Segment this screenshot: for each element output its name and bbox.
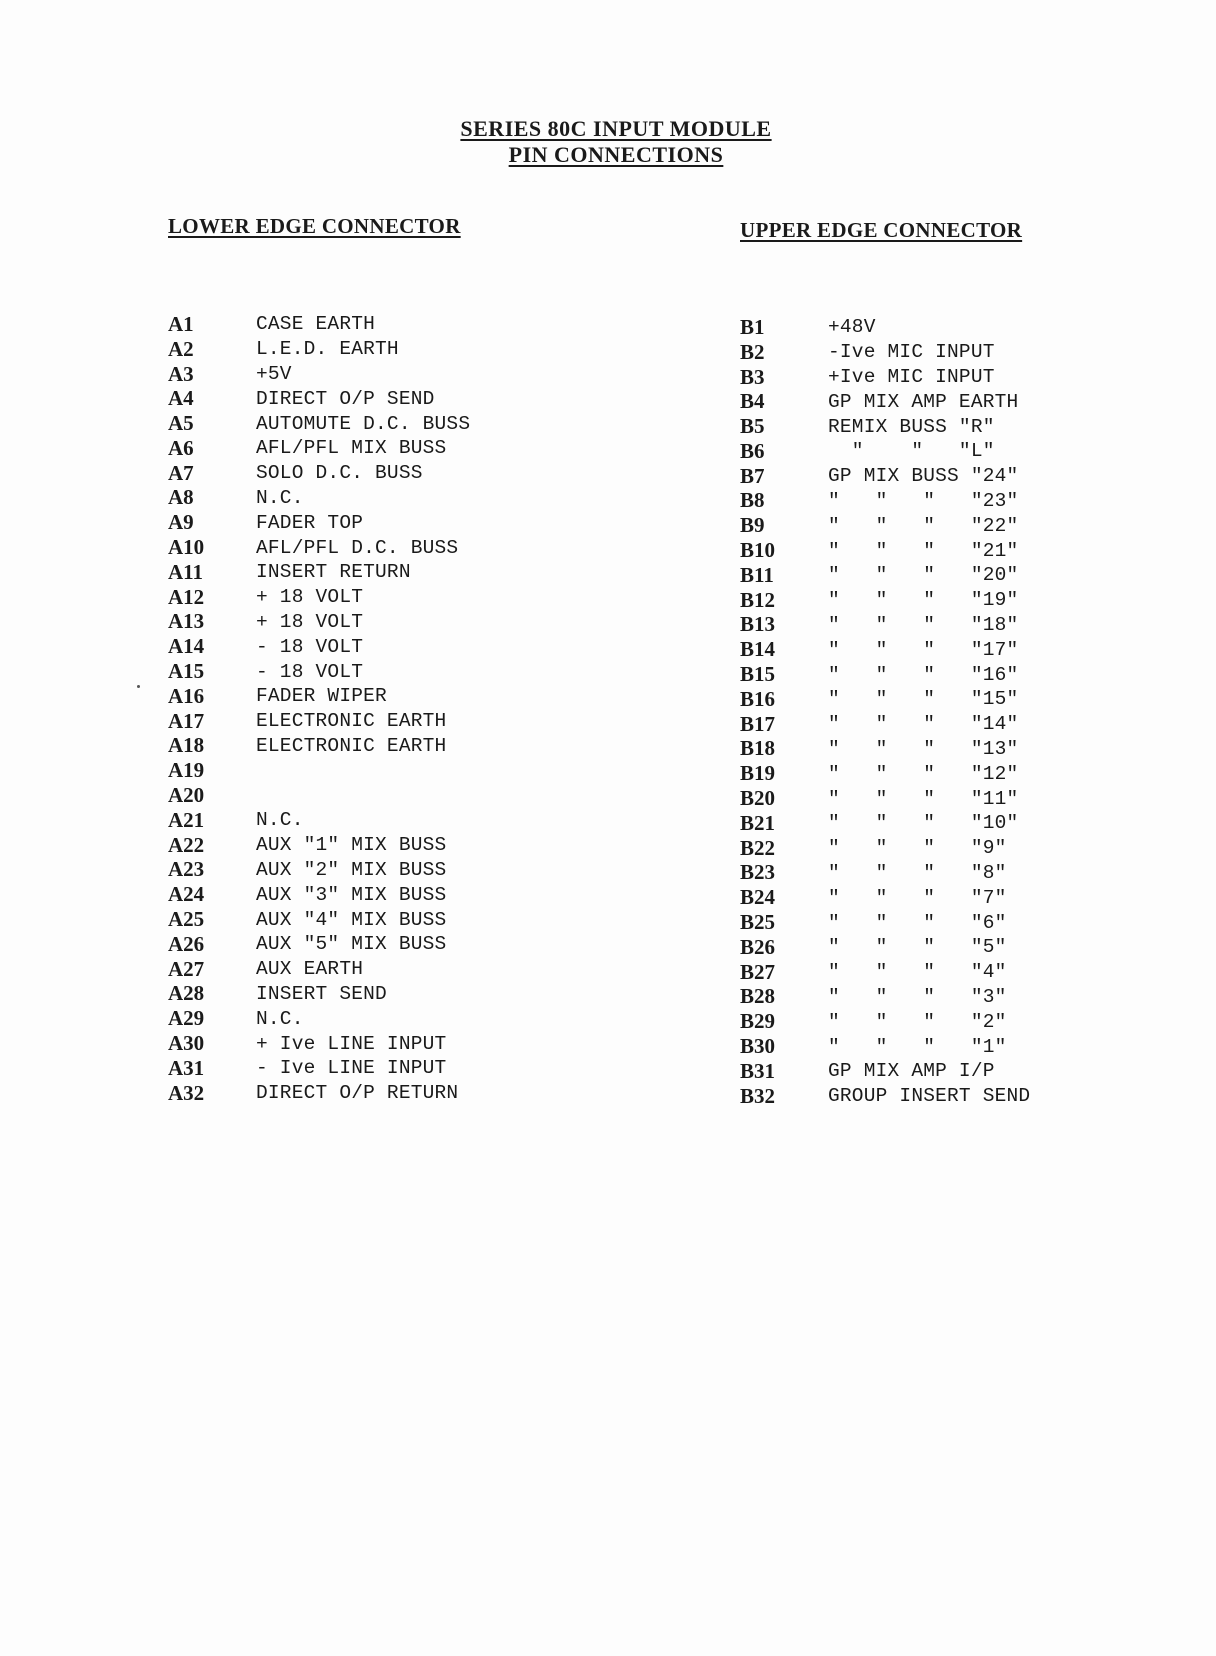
pin-row [740, 662, 1030, 687]
pin-id: A21 [168, 807, 205, 832]
pin-row [740, 786, 1030, 811]
pin-id: B22 [740, 835, 776, 860]
pin-id: B29 [740, 1009, 776, 1034]
pin-id: B24 [740, 885, 776, 910]
pin-description: + 18 VOLT [256, 586, 364, 609]
pin-row [740, 414, 1030, 439]
pin-description: " " " "19" [828, 589, 1019, 612]
pin-id: A22 [168, 832, 205, 857]
pin-id: A4 [168, 386, 194, 411]
pin-row [168, 858, 470, 883]
pin-row [740, 637, 1030, 662]
pin-description: " " " "3" [828, 985, 1007, 1008]
pin-row [168, 1031, 470, 1056]
pin-row [168, 312, 470, 337]
pin-id: B11 [740, 562, 774, 587]
pin-id: B15 [740, 662, 776, 687]
pin-description: " " " "1" [828, 1035, 1007, 1058]
pin-id: A16 [168, 683, 205, 708]
pin-row [740, 1009, 1030, 1034]
pin-description: GP MIX AMP EARTH [828, 390, 1019, 413]
pin-row [168, 610, 470, 635]
pin-row [740, 538, 1030, 563]
pin-id: B26 [740, 934, 776, 959]
pin-row [168, 808, 470, 833]
pin-id: B14 [740, 637, 776, 662]
pin-row [740, 811, 1030, 836]
pin-row [740, 761, 1030, 786]
pin-description: " " " "23" [828, 489, 1019, 512]
pin-id: A32 [168, 1080, 205, 1105]
pin-description: GP MIX BUSS "24" [828, 465, 1019, 488]
pin-description: " " " "20" [828, 564, 1019, 587]
pin-description: AUX "5" MIX BUSS [256, 933, 447, 956]
pin-row [740, 861, 1030, 886]
pin-description: N.C. [256, 486, 304, 509]
pin-id: A25 [168, 907, 205, 932]
pin-id: B8 [740, 488, 765, 513]
pin-description: FADER TOP [256, 511, 364, 534]
pin-description: " " " "18" [828, 613, 1019, 636]
pin-description: AUX "3" MIX BUSS [256, 883, 447, 906]
pin-row [740, 712, 1030, 737]
pin-id: B9 [740, 513, 765, 538]
pin-row [168, 486, 470, 511]
pin-id: B18 [740, 736, 776, 761]
pin-description: " " " "15" [828, 688, 1019, 711]
pin-row [740, 885, 1030, 910]
pin-description: + Ive LINE INPUT [256, 1032, 447, 1055]
pin-id: A5 [168, 411, 194, 436]
pin-row [168, 758, 470, 783]
pin-id: B2 [740, 339, 765, 364]
pin-row [740, 464, 1030, 489]
pin-description: " " " "9" [828, 837, 1007, 860]
pin-row [168, 461, 470, 486]
pin-description: +5V [256, 362, 292, 385]
pin-description: AUX "2" MIX BUSS [256, 858, 447, 881]
pin-id: A15 [168, 659, 205, 684]
pin-id: A24 [168, 882, 205, 907]
pin-row [740, 489, 1030, 514]
pin-description: AUX "1" MIX BUSS [256, 834, 447, 857]
pin-id: B30 [740, 1034, 776, 1059]
pin-description: SOLO D.C. BUSS [256, 462, 423, 485]
pin-row [740, 985, 1030, 1010]
pin-row [740, 315, 1030, 340]
pin-description: " " " "22" [828, 514, 1019, 537]
pin-description: " " " "12" [828, 762, 1019, 785]
pin-row [740, 1034, 1030, 1059]
pin-id: B1 [740, 314, 765, 339]
pin-description: " " " "7" [828, 886, 1007, 909]
pin-description: +Ive MIC INPUT [828, 365, 995, 388]
pin-row [168, 783, 470, 808]
pin-row [740, 960, 1030, 985]
pin-row [740, 613, 1030, 638]
pin-row [740, 588, 1030, 613]
pin-id: A2 [168, 336, 194, 361]
pin-id: B25 [740, 910, 776, 935]
pin-description: " " " "14" [828, 713, 1019, 736]
pin-row [168, 932, 470, 957]
pin-row [168, 1081, 470, 1106]
pin-row [168, 535, 470, 560]
pin-id: A8 [168, 485, 194, 510]
pin-row [168, 362, 470, 387]
pin-row [168, 436, 470, 461]
pin-description: L.E.D. EARTH [256, 338, 399, 361]
pin-id: A17 [168, 708, 205, 733]
pin-id: B27 [740, 959, 776, 984]
pin-id: A3 [168, 361, 194, 386]
pin-id: B5 [740, 414, 765, 439]
pin-id: A12 [168, 584, 205, 609]
upper-connector-pin-list [740, 315, 1030, 1109]
pin-row [168, 510, 470, 535]
pin-description: " " " "2" [828, 1010, 1007, 1033]
pin-id: A14 [168, 634, 205, 659]
pin-id: A10 [168, 535, 205, 560]
stray-ink-dot [137, 685, 140, 688]
pin-row [740, 687, 1030, 712]
pin-description: AUX "4" MIX BUSS [256, 908, 447, 931]
pin-description: REMIX BUSS "R" [828, 415, 995, 438]
pin-row [168, 734, 470, 759]
pin-row [740, 1059, 1030, 1084]
pin-description: " " " "13" [828, 737, 1019, 760]
pin-description: ELECTRONIC EARTH [256, 710, 447, 733]
pin-row [740, 340, 1030, 365]
pin-row [740, 737, 1030, 762]
pin-description: DIRECT O/P SEND [256, 387, 435, 410]
pin-description: - Ive LINE INPUT [256, 1057, 447, 1080]
pin-id: A28 [168, 981, 205, 1006]
pin-description: - 18 VOLT [256, 660, 364, 683]
pin-row [168, 833, 470, 858]
pin-row [740, 439, 1030, 464]
pin-description: " " " "4" [828, 961, 1007, 984]
pin-description: AUTOMUTE D.C. BUSS [256, 412, 471, 435]
pin-row [740, 836, 1030, 861]
pin-id: A29 [168, 1006, 205, 1031]
pin-id: A20 [168, 783, 205, 808]
pin-id: B19 [740, 761, 776, 786]
pin-id: B10 [740, 538, 776, 563]
pin-row [740, 935, 1030, 960]
pin-description: CASE EARTH [256, 313, 376, 336]
upper-connector-heading: UPPER EDGE CONNECTOR [740, 218, 1023, 242]
pin-row [168, 709, 470, 734]
pin-id: A19 [168, 758, 205, 783]
pin-description: " " " "21" [828, 539, 1019, 562]
lower-connector-heading: LOWER EDGE CONNECTOR [168, 214, 461, 238]
pin-row [168, 634, 470, 659]
document-title-line-2: PIN CONNECTIONS [508, 142, 724, 167]
pin-description: N.C. [256, 1007, 304, 1030]
pin-id: B21 [740, 810, 776, 835]
pin-row [168, 1006, 470, 1031]
pin-description: + 18 VOLT [256, 610, 364, 633]
pin-id: B12 [740, 587, 776, 612]
pin-description: - 18 VOLT [256, 635, 364, 658]
pin-id: B28 [740, 984, 776, 1009]
pin-id: B16 [740, 686, 776, 711]
pin-id: A23 [168, 857, 205, 882]
document-title-line-1: SERIES 80C INPUT MODULE [460, 116, 772, 141]
pin-id: A26 [168, 931, 205, 956]
pin-id: B20 [740, 786, 776, 811]
pin-row [740, 389, 1030, 414]
pin-description: INSERT RETURN [256, 561, 411, 584]
pin-description: " " " "8" [828, 861, 1007, 884]
pin-id: A9 [168, 510, 194, 535]
pin-row [740, 365, 1030, 390]
pin-id: B4 [740, 389, 765, 414]
pin-id: A7 [168, 460, 194, 485]
pin-id: B17 [740, 711, 776, 736]
pin-description: ELECTRONIC EARTH [256, 734, 447, 757]
pin-id: B3 [740, 364, 765, 389]
pin-id: A13 [168, 609, 205, 634]
pin-id: A11 [168, 559, 204, 584]
pin-description: " " "L" [828, 440, 995, 463]
pin-row [740, 910, 1030, 935]
pin-description: +48V [828, 316, 876, 339]
pin-id: A1 [168, 311, 194, 336]
pin-description: " " " "17" [828, 638, 1019, 661]
pin-id: A6 [168, 435, 194, 460]
pin-row [168, 982, 470, 1007]
pin-row [168, 337, 470, 362]
pin-id: A30 [168, 1031, 205, 1056]
pin-description: GP MIX AMP I/P [828, 1060, 995, 1083]
pin-row [168, 386, 470, 411]
pin-id: A31 [168, 1055, 205, 1080]
pin-description: " " " "5" [828, 936, 1007, 959]
pin-id: B6 [740, 438, 765, 463]
pin-row [740, 1084, 1030, 1109]
pin-id: B31 [740, 1058, 776, 1083]
pin-description: " " " "16" [828, 663, 1019, 686]
pin-row [740, 513, 1030, 538]
pin-description: FADER WIPER [256, 685, 387, 708]
pin-row [740, 563, 1030, 588]
pin-row [168, 1056, 470, 1081]
pin-description: " " " "6" [828, 911, 1007, 934]
pin-id: A18 [168, 733, 205, 758]
pin-row [168, 684, 470, 709]
pin-row [168, 411, 470, 436]
pin-description: AUX EARTH [256, 958, 364, 981]
pin-description: AFL/PFL D.C. BUSS [256, 536, 459, 559]
pin-description: N.C. [256, 809, 304, 832]
pin-id: B32 [740, 1083, 776, 1108]
pin-description: GROUP INSERT SEND [828, 1085, 1031, 1108]
pin-row [168, 585, 470, 610]
lower-connector-pin-list [168, 312, 470, 1106]
pin-row [168, 659, 470, 684]
pin-row [168, 957, 470, 982]
pin-description: DIRECT O/P RETURN [256, 1082, 459, 1105]
pin-row [168, 882, 470, 907]
pin-description: -Ive MIC INPUT [828, 341, 995, 364]
pin-row [168, 560, 470, 585]
pin-id: B23 [740, 860, 776, 885]
pin-description: " " " "10" [828, 812, 1019, 835]
pin-description: " " " "11" [828, 787, 1019, 810]
pin-id: B13 [740, 612, 776, 637]
pin-id: B7 [740, 463, 765, 488]
pin-row [168, 907, 470, 932]
pin-description: AFL/PFL MIX BUSS [256, 437, 447, 460]
pin-description: INSERT SEND [256, 982, 387, 1005]
pin-id: A27 [168, 956, 205, 981]
